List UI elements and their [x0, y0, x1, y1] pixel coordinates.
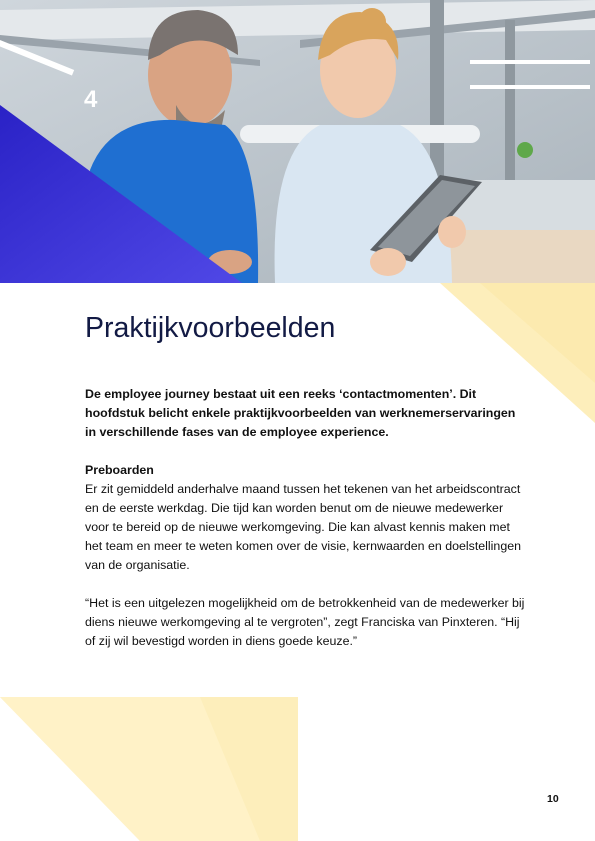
body-paragraph-1: Er zit gemiddeld anderhalve maand tussen het tekenen van het arbeidscontract en de eerste werkdag. Die tijd kan worden benut om de nieuwe medewerker voor te bereid op de nieuwe werkomgeving. Die kan alvast kennis maken met het team en meer te weten komen over de visie, kernwaarden en doelstellingen van de organisatie. — [85, 482, 521, 572]
page-number: 10 — [547, 793, 559, 805]
decorative-shape-left — [0, 697, 300, 841]
hero-photo — [0, 0, 595, 283]
factory-photo-illustration — [0, 0, 595, 283]
page-title: Praktijkvoorbeelden — [85, 312, 336, 344]
article-body — [85, 385, 525, 651]
chapter-number: 4 — [84, 86, 98, 113]
quote-paragraph: “Het is een uitgelezen mogelijkheid om de betrokkenheid van de medewerker bij diens nieuwe werkomgeving al te vergroten”, zegt Franciska van Pinxteren. “Hij of zij wil bevestigd worden in diens goede keuze.” — [85, 596, 525, 648]
section-subheading: Preboarden — [85, 463, 154, 477]
intro-paragraph: De employee journey bestaat uit een reeks ‘contactmomenten’. Dit hoofdstuk belicht enkele praktijkvoorbeelden van werknemerservaringen in verschillende fases van de employee experience. — [85, 387, 516, 439]
